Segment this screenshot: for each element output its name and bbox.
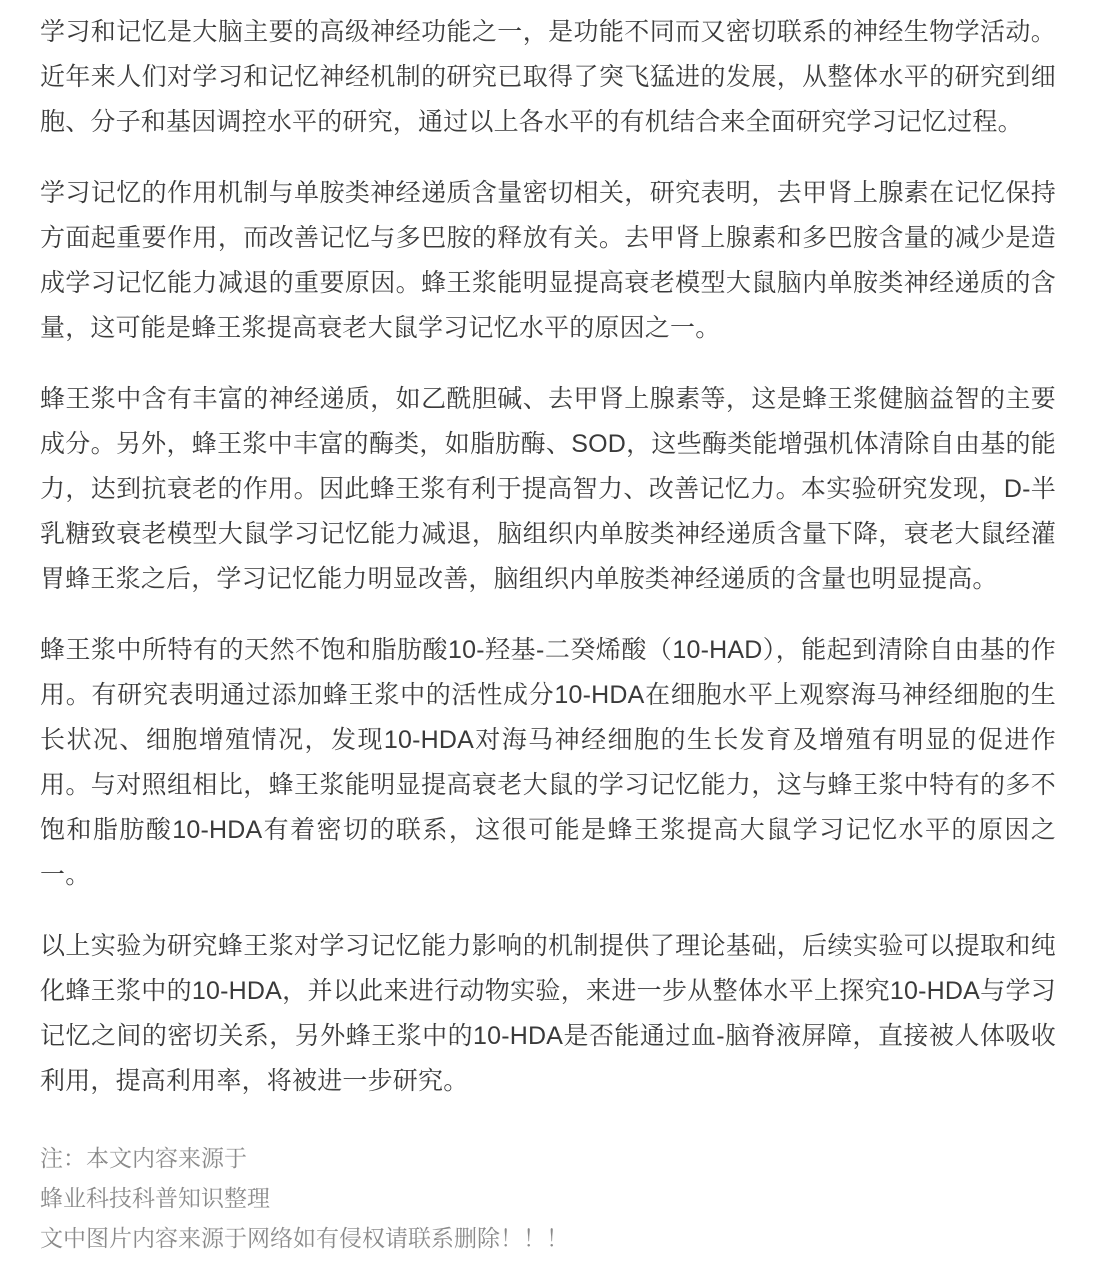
- source-note-line: 注：本文内容来源于: [40, 1145, 247, 1171]
- article-paragraph: 学习和记忆是大脑主要的高级神经功能之一，是功能不同而又密切联系的神经生物学活动。近年来人们对学习和记忆神经机制的研究已取得了突飞猛进的发展，从整体水平的研究到细胞、分子和基因调控水平的研究，通过以上各水平的有机结合来全面研究学习记忆过程。: [40, 18, 1056, 136]
- article-paragraph: 以上实验为研究蜂王浆对学习记忆能力影响的机制提供了理论基础，后续实验可以提取和纯化蜂王浆中的10-HDA，并以此来进行动物实验，来进一步从整体水平上探究10-HDA与学习记忆之间的密切关系，另外蜂王浆中的10-HDA是否能通过血-脑脊液屏障，直接被人体吸收利用，提高利用率，将被进一步研究。: [40, 932, 1056, 1095]
- source-note-line: 文中图片内容来源于网络如有侵权请联系删除！！！: [40, 1225, 569, 1251]
- article-paragraph: 学习记忆的作用机制与单胺类神经递质含量密切相关，研究表明，去甲肾上腺素在记忆保持方面起重要作用，而改善记忆与多巴胺的释放有关。去甲肾上腺素和多巴胺含量的减少是造成学习记忆能力减退的重要原因。蜂王浆能明显提高衰老模型大鼠脑内单胺类神经递质的含量，这可能是蜂王浆提高衰老大鼠学习记忆水平的原因之一。: [40, 179, 1056, 342]
- source-note: [40, 1138, 1056, 1258]
- source-note-line: 蜂业科技科普知识整理: [40, 1185, 270, 1211]
- article-paragraph: 蜂王浆中所特有的天然不饱和脂肪酸10-羟基-二癸烯酸（10-HAD），能起到清除自由基的作用。有研究表明通过添加蜂王浆中的活性成分10-HDA在细胞水平上观察海马神经细胞的生长状况、细胞增殖情况，发现10-HDA对海马神经细胞的生长发育及增殖有明显的促进作用。与对照组相比，蜂王浆能明显提高衰老大鼠的学习记忆能力，这与蜂王浆中特有的多不饱和脂肪酸10-HDA有着密切的联系，这很可能是蜂王浆提高大鼠学习记忆水平的原因之一。: [40, 636, 1056, 889]
- article-paragraph: 蜂王浆中含有丰富的神经递质，如乙酰胆碱、去甲肾上腺素等，这是蜂王浆健脑益智的主要成分。另外，蜂王浆中丰富的酶类，如脂肪酶、SOD，这些酶类能增强机体清除自由基的能力，达到抗衰老的作用。因此蜂王浆有利于提高智力、改善记忆力。本实验研究发现，D-半乳糖致衰老模型大鼠学习记忆能力减退，脑组织内单胺类神经递质含量下降，衰老大鼠经灌胃蜂王浆之后，学习记忆能力明显改善，脑组织内单胺类神经递质的含量也明显提高。: [40, 385, 1056, 593]
